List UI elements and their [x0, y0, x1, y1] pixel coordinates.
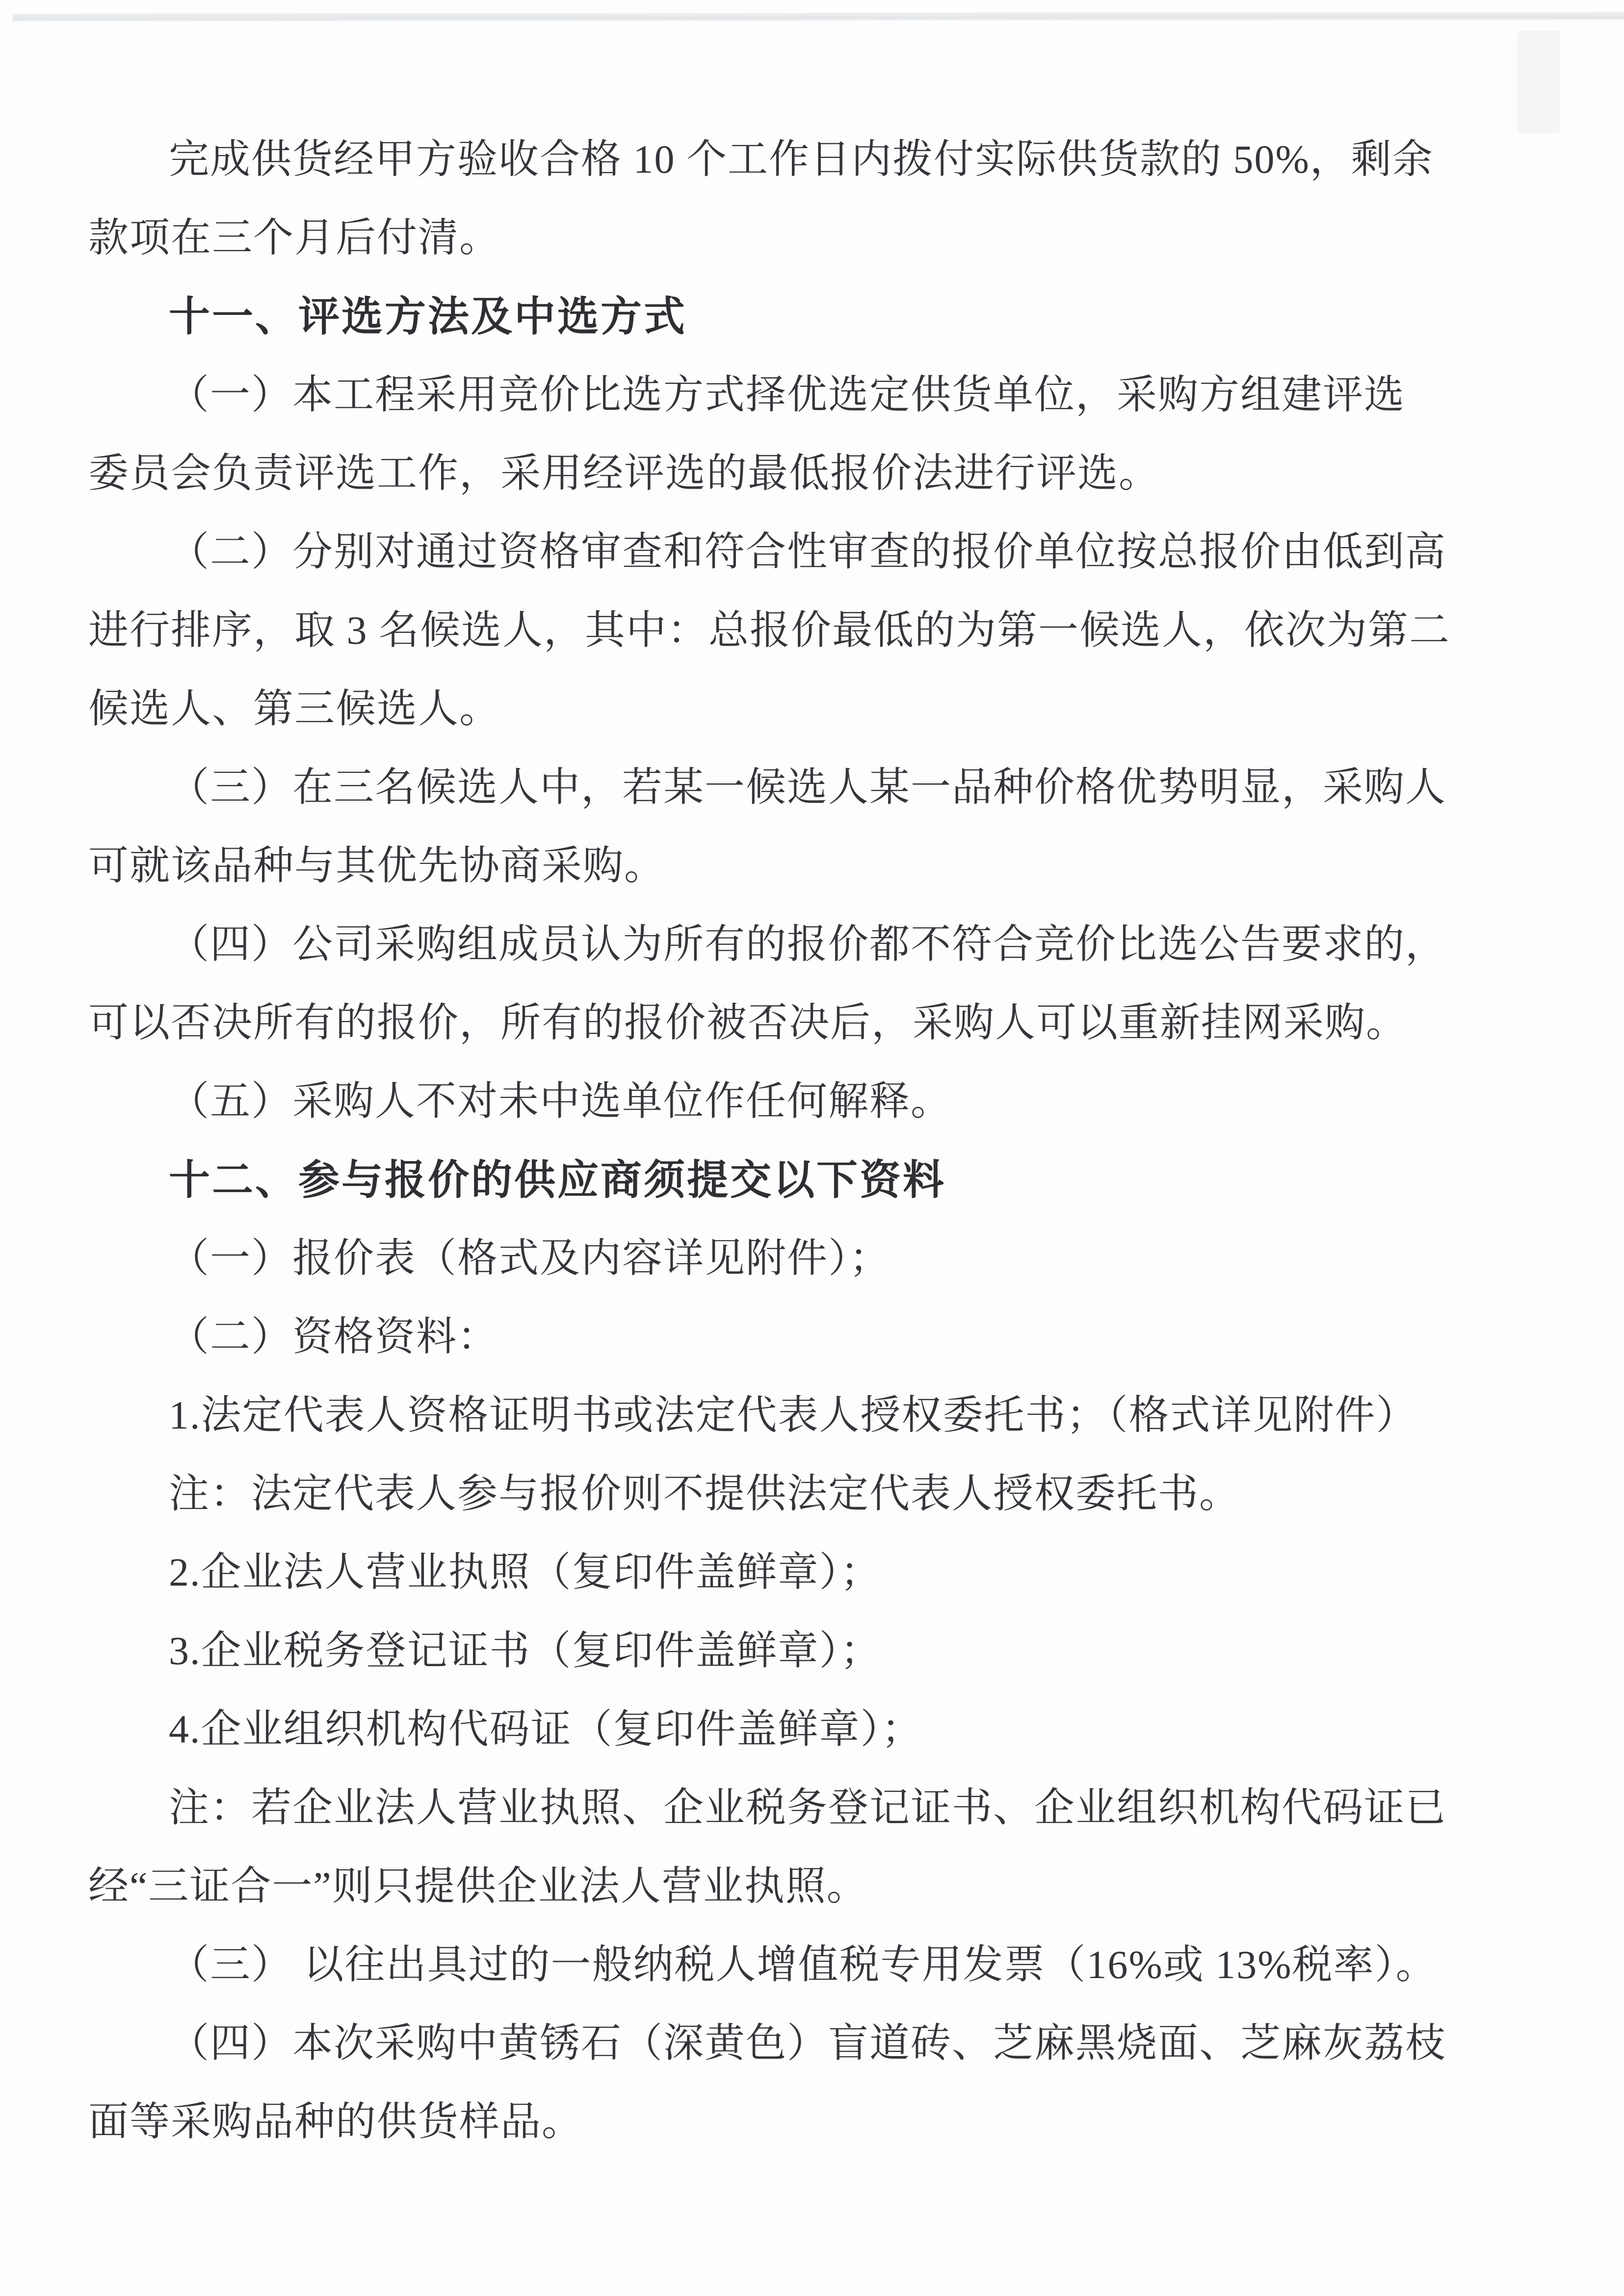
- doc-line: 候选人、第三候选人。: [88, 686, 501, 731]
- section-heading-12: 十二、参与报价的供应商须提交以下资料: [169, 1157, 946, 1203]
- doc-line: （二）资格资料：: [169, 1314, 499, 1359]
- doc-line: 面等采购品种的供货样品。: [88, 2099, 583, 2144]
- doc-line: 注：法定代表人参与报价则不提供法定代表人授权委托书。: [169, 1471, 1241, 1516]
- document-text-block: [88, 120, 1492, 2161]
- doc-line: 3.企业税务登记证书（复印件盖鲜章）；: [169, 1628, 882, 1673]
- doc-line: （四）本次采购中黄锈石（深黄色）盲道砖、芝麻黑烧面、芝麻灰荔枝: [169, 2021, 1447, 2065]
- doc-line: 2.企业法人营业执照（复印件盖鲜章）；: [169, 1550, 882, 1594]
- scan-smudge-artifact: [1517, 30, 1560, 133]
- doc-line: 委员会负责评选工作，采用经评选的最低报价法进行评选。: [88, 451, 1160, 496]
- section-heading-11: 十一、评选方法及中选方式: [169, 293, 687, 339]
- doc-line: （一）本工程采用竞价比选方式择优选定供货单位，采购方组建评选: [169, 372, 1406, 417]
- doc-line: 完成供货经甲方验收合格 10 个工作日内拨付实际供货款的 50%，剩余: [169, 137, 1434, 182]
- doc-line: 经“三证合一”则只提供企业法人营业执照。: [88, 1864, 868, 1908]
- doc-line: （一）报价表（格式及内容详见附件）；: [169, 1236, 891, 1280]
- doc-line: 注：若企业法人营业执照、企业税务登记证书、企业组织机构代码证已: [169, 1785, 1447, 1830]
- doc-line: （五）采购人不对未中选单位作任何解释。: [169, 1079, 952, 1123]
- doc-line: 可就该品种与其优先协商采购。: [88, 843, 666, 888]
- doc-line: 1.法定代表人资格证明书或法定代表人授权委托书；（格式详见附件）: [169, 1393, 1417, 1437]
- scan-streak-artifact: [13, 12, 1624, 21]
- doc-line: 4.企业组织机构代码证（复印件盖鲜章）；: [169, 1707, 923, 1751]
- doc-line: （四）公司采购组成员认为所有的报价都不符合竞价比选公告要求的，: [169, 922, 1447, 966]
- doc-line: （三）在三名候选人中，若某一候选人某一品种价格优势明显，采购人: [169, 765, 1447, 809]
- doc-line: 款项在三个月后付清。: [88, 215, 501, 260]
- doc-line: （二）分别对通过资格审查和符合性审查的报价单位按总报价由低到高: [169, 529, 1447, 574]
- doc-line: 进行排序，取 3 名候选人，其中：总报价最低的为第一候选人，依次为第二: [88, 608, 1451, 652]
- doc-line: （三） 以往出具过的一般纳税人增值税专用发票（16%或 13%税率）。: [169, 1942, 1437, 1987]
- doc-line: 可以否决所有的报价，所有的报价被否决后，采购人可以重新挂网采购。: [88, 1000, 1408, 1045]
